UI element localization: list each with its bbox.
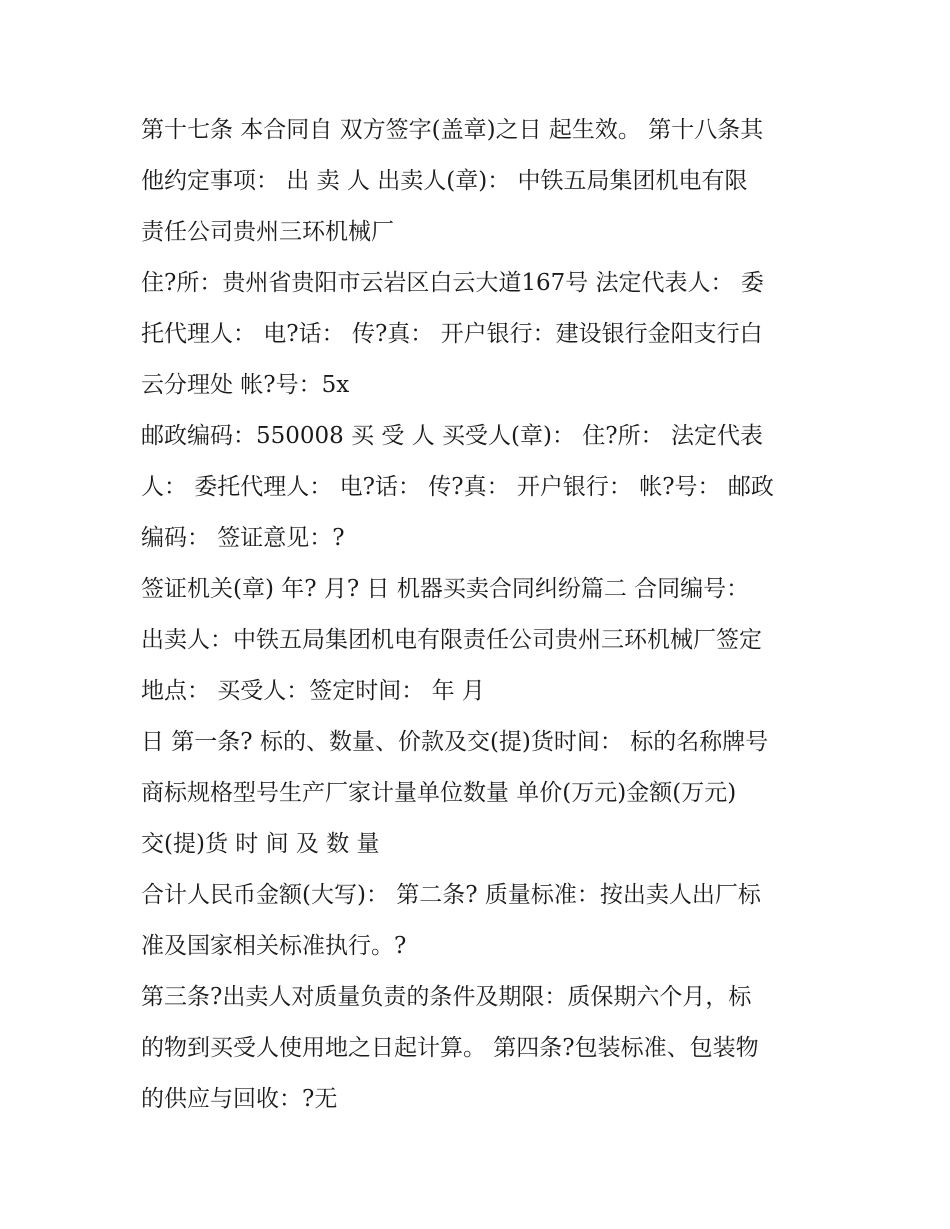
text-line: 责任公司贵州三环机械厂 <box>141 219 394 245</box>
contract-text-block <box>141 105 821 1125</box>
text-line: 合计人民币金额(大写)： 第二条? 质量标准：按出卖人出厂标 <box>141 882 761 908</box>
text-line: 地点： 买受人：签定时间： 年 月 <box>141 678 485 704</box>
text-line: 的物到买受人使用地之日起计算。 第四条?包装标准、包装物 <box>141 1035 759 1061</box>
text-line: 住?所：贵州省贵阳市云岩区白云大道167号 法定代表人： 委 <box>141 270 764 296</box>
text-line: 他约定事项： 出 卖 人 出卖人(章)： 中铁五局集团机电有限 <box>141 168 748 194</box>
text-line: 托代理人： 电?话： 传?真： 开户银行：建设银行金阳支行白 <box>141 321 763 347</box>
text-line: 的供应与回收：?无 <box>141 1086 338 1112</box>
text-line: 日 第一条? 标的、数量、价款及交(提)货时间： 标的名称牌号 <box>141 729 769 755</box>
text-line: 第十七条 本合同自 双方签字(盖章)之日 起生效。 第十八条其 <box>141 117 764 143</box>
text-line: 邮政编码：550008 买 受 人 买受人(章)： 住?所： 法定代表 <box>141 423 763 449</box>
text-line: 云分理处 帐?号：5x <box>141 372 350 398</box>
text-line: 第三条?出卖人对质量负责的条件及期限：质保期六个月，标 <box>141 984 752 1010</box>
text-line: 准及国家相关标准执行。? <box>141 933 407 959</box>
text-line: 商标规格型号生产厂家计量单位数量 单价(万元)金额(万元) <box>141 780 737 806</box>
text-line: 编码： 签证意见：? <box>141 525 345 551</box>
text-line: 交(提)货 时 间 及 数 量 <box>141 831 380 857</box>
text-line: 签证机关(章) 年? 月? 日 机器买卖合同纠纷篇二 合同编号： <box>141 576 750 602</box>
text-line: 出卖人：中铁五局集团机电有限责任公司贵州三环机械厂签定 <box>141 627 762 653</box>
text-line: 人： 委托代理人： 电?话： 传?真： 开户银行： 帐?号： 邮政 <box>141 474 774 500</box>
